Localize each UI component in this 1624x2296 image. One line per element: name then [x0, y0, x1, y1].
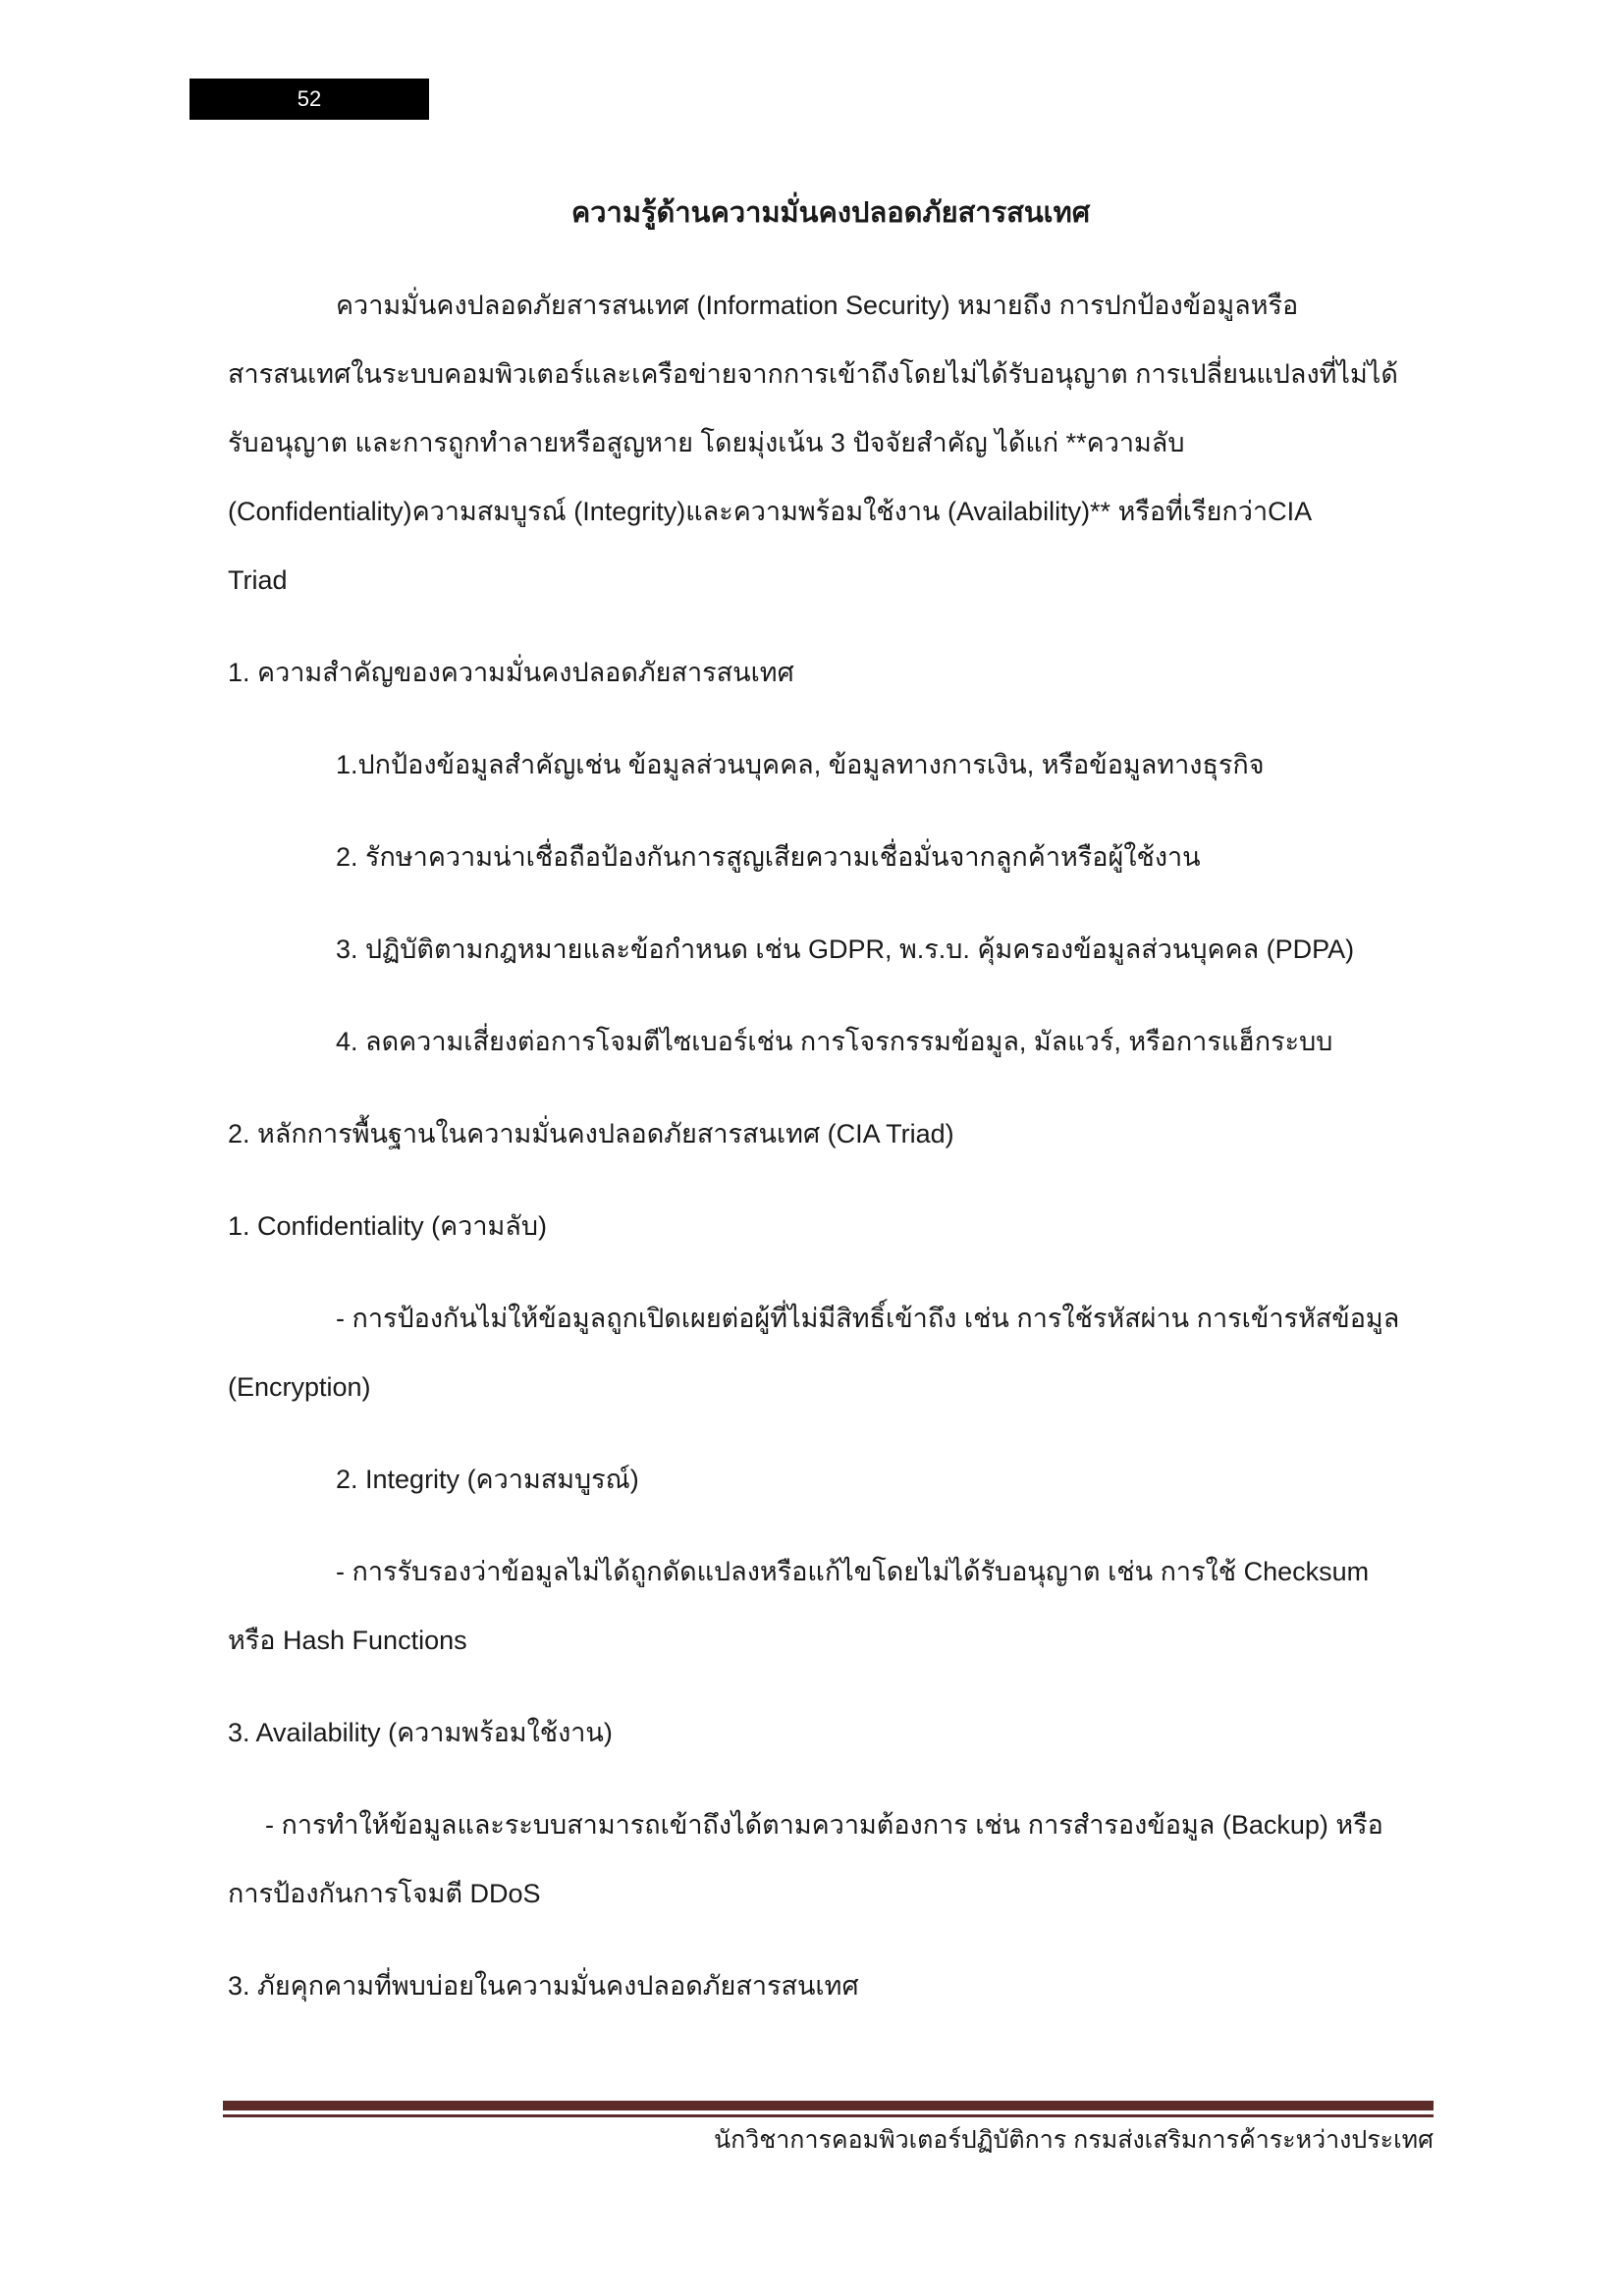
intro-line-2: สารสนเทศในระบบคอมพิวเตอร์และเครือข่ายจากการเข้าถึงโดยไม่ได้รับอนุญาต การเปลี่ยนแปลงที่ไม่ได้ — [228, 359, 1398, 389]
section-2-heading: 2. หลักการพื้นฐานในความมั่นคงปลอดภัยสารสนเทศ (CIA Triad) — [228, 1119, 954, 1148]
cia-confidentiality-heading: 1. Confidentiality (ความลับ) — [228, 1211, 547, 1241]
page-number-badge: 52 — [189, 79, 429, 120]
confidentiality-desc-line-1: - การป้องกันไม่ให้ข้อมูลถูกเปิดเผยต่อผู้ที่ไม่มีสิทธิ์เข้าถึง เช่น การใช้รหัสผ่าน การเข้ารหัสข้อมูล — [336, 1304, 1400, 1333]
importance-item-1: 1.ปกป้องข้อมูลสำคัญเช่น ข้อมูลส่วนบุคคล, ข้อมูลทางการเงิน, หรือข้อมูลทางธุรกิจ — [336, 750, 1265, 779]
section-1-heading: 1. ความสำคัญของความมั่นคงปลอดภัยสารสนเทศ — [228, 658, 794, 687]
section-3-heading: 3. ภัยคุกคามที่พบบ่อยในความมั่นคงปลอดภัยสารสนเทศ — [228, 1971, 859, 2001]
intro-line-5: Triad — [228, 565, 288, 595]
intro-line-4: (Confidentiality)ความสมบูรณ์ (Integrity)และความพร้อมใช้งาน (Availability)** หรือที่เรียกว่าCIA — [228, 497, 1313, 526]
integrity-desc-line-2: หรือ Hash Functions — [228, 1626, 467, 1655]
importance-item-3: 3. ปฏิบัติตามกฎหมายและข้อกำหนด เช่น GDPR, พ.ร.บ. คุ้มครองข้อมูลส่วนบุคคล (PDPA) — [336, 934, 1355, 964]
document-title: ความรู้ด้านความมั่นคงปลอดภัยสารสนเทศ — [570, 197, 1091, 229]
document-body — [228, 179, 1434, 2020]
confidentiality-desc-line-2: (Encryption) — [228, 1372, 371, 1402]
intro-line-1: ความมั่นคงปลอดภัยสารสนเทศ (Information Security) หมายถึง การปกป้องข้อมูลหรือ — [336, 291, 1299, 320]
integrity-desc-line-1: - การรับรองว่าข้อมูลไม่ได้ถูกดัดแปลงหรือแก้ไขโดยไม่ได้รับอนุญาต เช่น การใช้ Checksum — [336, 1557, 1370, 1586]
cia-integrity-heading: 2. Integrity (ความสมบูรณ์) — [336, 1465, 639, 1494]
importance-item-4: 4. ลดความเสี่ยงต่อการโจมตีไซเบอร์เช่น การโจรกรรมข้อมูล, มัลแวร์, หรือการแฮ็กระบบ — [336, 1027, 1333, 1056]
availability-desc-line-2: การป้องกันการโจมตี DDoS — [228, 1879, 541, 1908]
intro-line-3: รับอนุญาต และการถูกทำลายหรือสูญหาย โดยมุ่งเน้น 3 ปัจจัยสำคัญ ได้แก่ **ความลับ — [228, 428, 1185, 457]
footer-rule-thick — [223, 2101, 1434, 2110]
availability-desc-line-1: - การทำให้ข้อมูลและระบบสามารถเข้าถึงได้ตามความต้องการ เช่น การสำรองข้อมูล (Backup) หรือ — [265, 1810, 1383, 1840]
footer-credit: นักวิชาการคอมพิวเตอร์ปฏิบัติการ กรมส่งเสริมการค้าระหว่างประเทศ — [714, 2126, 1434, 2154]
cia-availability-heading: 3. Availability (ความพร้อมใช้งาน) — [228, 1718, 613, 1747]
importance-item-2: 2. รักษาความน่าเชื่อถือป้องกันการสูญเสียความเชื่อมั่นจากลูกค้าหรือผู้ใช้งาน — [336, 842, 1201, 872]
